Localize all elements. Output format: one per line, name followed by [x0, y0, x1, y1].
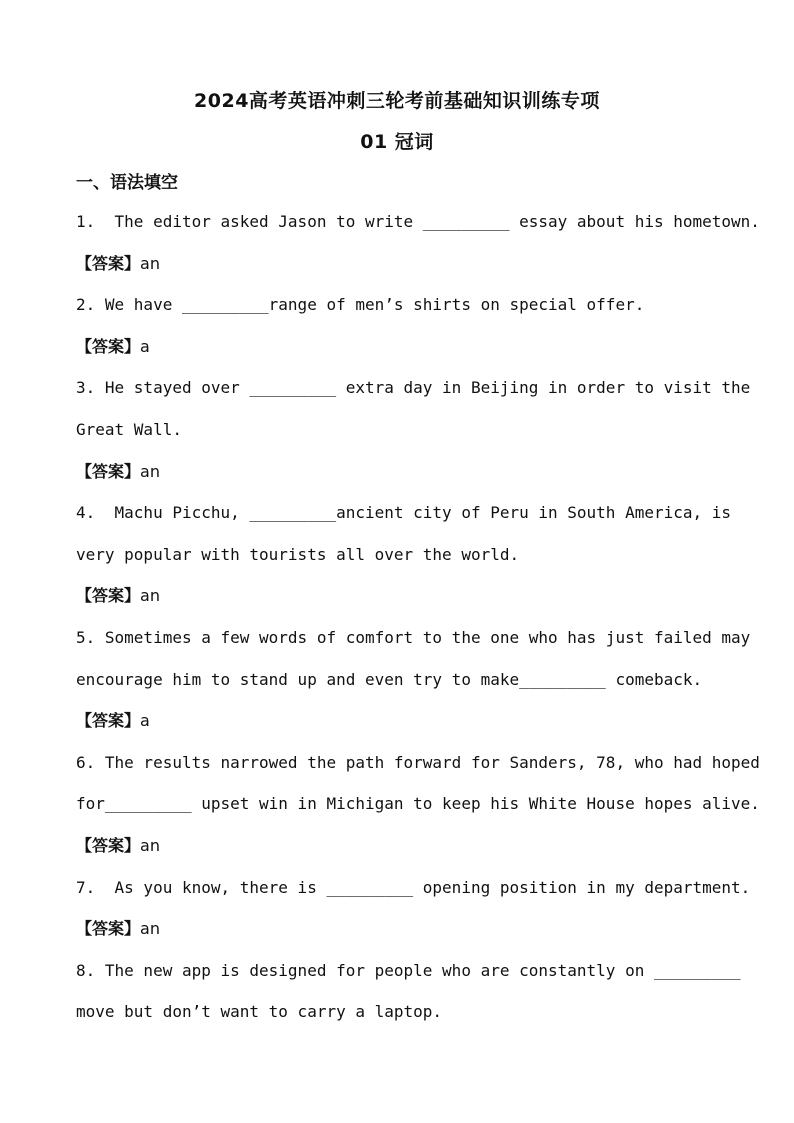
answer-tag: 【答案】 [76, 711, 141, 730]
question-line: 2. We have _________range of men’s shirts on special offer. [76, 295, 645, 314]
question-line: Great Wall. [76, 420, 182, 439]
answer-tag: 【答案】 [76, 586, 141, 605]
answer-line [76, 462, 160, 482]
answer-tag: 【答案】 [76, 462, 141, 481]
question-line: 3. He stayed over _________ extra day in Beijing in order to visit the [76, 378, 751, 397]
answer-line [76, 254, 160, 274]
section-heading: 一、语法填空 [76, 173, 178, 193]
question-line: 8. The new app is designed for people who are constantly on _________ [76, 961, 741, 980]
answer-line [76, 836, 160, 856]
question-line: 6. The results narrowed the path forward for Sanders, 78, who had hoped [76, 753, 760, 772]
question-line: move but don’t want to carry a laptop. [76, 1002, 443, 1021]
question-line: very popular with tourists all over the world. [76, 545, 520, 564]
answer-value: an [140, 836, 160, 855]
answer-value: an [140, 254, 160, 273]
question-line: encourage him to stand up and even try to make_________ comeback. [76, 670, 703, 689]
answer-line [76, 711, 150, 731]
answer-line [76, 919, 160, 939]
document-title: 2024高考英语冲刺三轮考前基础知识训练专项 [194, 90, 600, 112]
question-line: 7. As you know, there is _________ opening position in my department. [76, 878, 751, 897]
answer-tag: 【答案】 [76, 337, 141, 356]
answer-line [76, 337, 150, 357]
answer-value: a [140, 337, 150, 356]
question-line: 4. Machu Picchu, _________ancient city of Peru in South America, is [76, 503, 732, 522]
answer-value: an [140, 919, 160, 938]
answer-tag: 【答案】 [76, 836, 141, 855]
answer-line [76, 586, 160, 606]
document-subtitle: 01 冠词 [360, 131, 434, 153]
answer-tag: 【答案】 [76, 254, 141, 273]
question-line: 5. Sometimes a few words of comfort to the one who has just failed may [76, 628, 751, 647]
question-line: 1. The editor asked Jason to write _________ essay about his hometown. [76, 212, 760, 231]
answer-value: an [140, 586, 160, 605]
answer-value: a [140, 711, 150, 730]
answer-tag: 【答案】 [76, 919, 141, 938]
answer-value: an [140, 462, 160, 481]
question-line: for_________ upset win in Michigan to keep his White House hopes alive. [76, 794, 760, 813]
